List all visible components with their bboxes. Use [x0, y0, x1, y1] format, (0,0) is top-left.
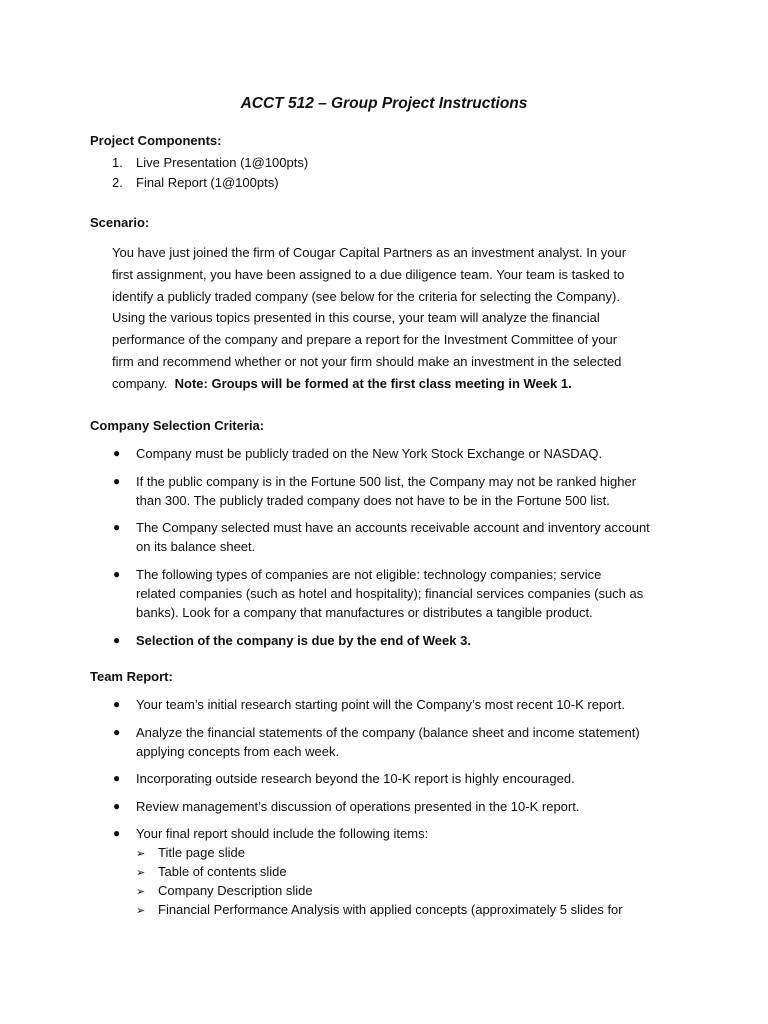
bullet-icon: ● — [113, 771, 121, 785]
list-item: ● If the public company is in the Fortune 500 list, the Company may not be ranked higher than 300. The publicly traded company does not have to be in the Fortune 500 list. — [113, 474, 637, 508]
sub-list-item: ➢ Title page slide — [136, 843, 245, 864]
bullet-icon: ● — [113, 725, 121, 739]
list-item: ● Your team’s initial research starting point will the Company’s most recent 10-K report. — [113, 697, 625, 712]
arrow-bullet-icon: ➢ — [136, 867, 146, 879]
arrow-bullet-icon: ➢ — [136, 886, 146, 898]
bullet-icon: ● — [113, 567, 121, 581]
arrow-bullet-icon: ➢ — [136, 848, 146, 860]
list-item: ● Your final report should include the following items: — [113, 826, 429, 841]
arrow-bullet-icon: ➢ — [136, 905, 146, 917]
bullet-icon: ● — [113, 826, 121, 840]
list-item: 1. Live Presentation (1@100pts) — [112, 155, 309, 170]
list-item: ● Incorporating outside research beyond the 10-K report is highly encouraged. — [113, 771, 575, 786]
list-item: ● Company must be publicly traded on the New York Stock Exchange or NASDAQ. — [113, 446, 603, 461]
list-item: 2. Final Report (1@100pts) — [112, 174, 279, 190]
scenario-paragraph: You have just joined the firm of Cougar Capital Partners as an investment analyst. In your first assignment, you have been assigned to a due diligence team. Your team is tasked to identify a publicly traded company (see below for the criteria for selecting the Company). Using the various topics presented in this course, your team will analyze the financial performance of the company and prepare a report for the Investment Committee of your firm and recommend whether or not your firm should make an investment in the selected company. Note: Groups will be formed at the first class meeting in Week 1. — [112, 245, 627, 391]
criteria-heading: Company Selection Criteria: — [90, 418, 265, 433]
bullet-icon: ● — [113, 697, 121, 711]
sub-list-item: ➢ Financial Performance Analysis with applied concepts (approximately 5 slides for — [136, 900, 623, 921]
components-list — [112, 153, 308, 192]
list-item: ● The following types of companies are not eligible: technology companies; service related companies (such as hotel and hospitality); financial services companies (such as banks). Look for a company that manufactures or distributes a tangible product. — [113, 567, 644, 620]
bullet-icon: ● — [113, 633, 121, 647]
sub-list-item: ➢ Company Description slide — [136, 881, 313, 902]
bullet-icon: ● — [113, 520, 121, 534]
sub-list-item: ➢ Table of contents slide — [136, 862, 287, 883]
team-report-heading: Team Report: — [90, 669, 173, 684]
components-heading: Project Components: — [90, 133, 222, 148]
bullet-icon: ● — [113, 474, 121, 488]
scenario-heading: Scenario: — [90, 215, 150, 230]
groups-note: Note: Groups will be formed at the first class meeting in Week 1. — [174, 375, 572, 391]
list-item: ● The Company selected must have an accounts receivable account and inventory account on its balance sheet. — [113, 520, 650, 554]
bullet-icon: ● — [113, 799, 121, 813]
list-item: ● Review management’s discussion of operations presented in the 10-K report. — [113, 799, 580, 814]
list-item: ● Analyze the financial statements of the company (balance sheet and income statement) applying concepts from each week. — [113, 725, 640, 759]
page-title: ACCT 512 – Group Project Instructions — [240, 95, 528, 112]
bullet-icon: ● — [113, 446, 121, 460]
list-item: ● Selection of the company is due by the end of Week 3. — [113, 633, 471, 648]
